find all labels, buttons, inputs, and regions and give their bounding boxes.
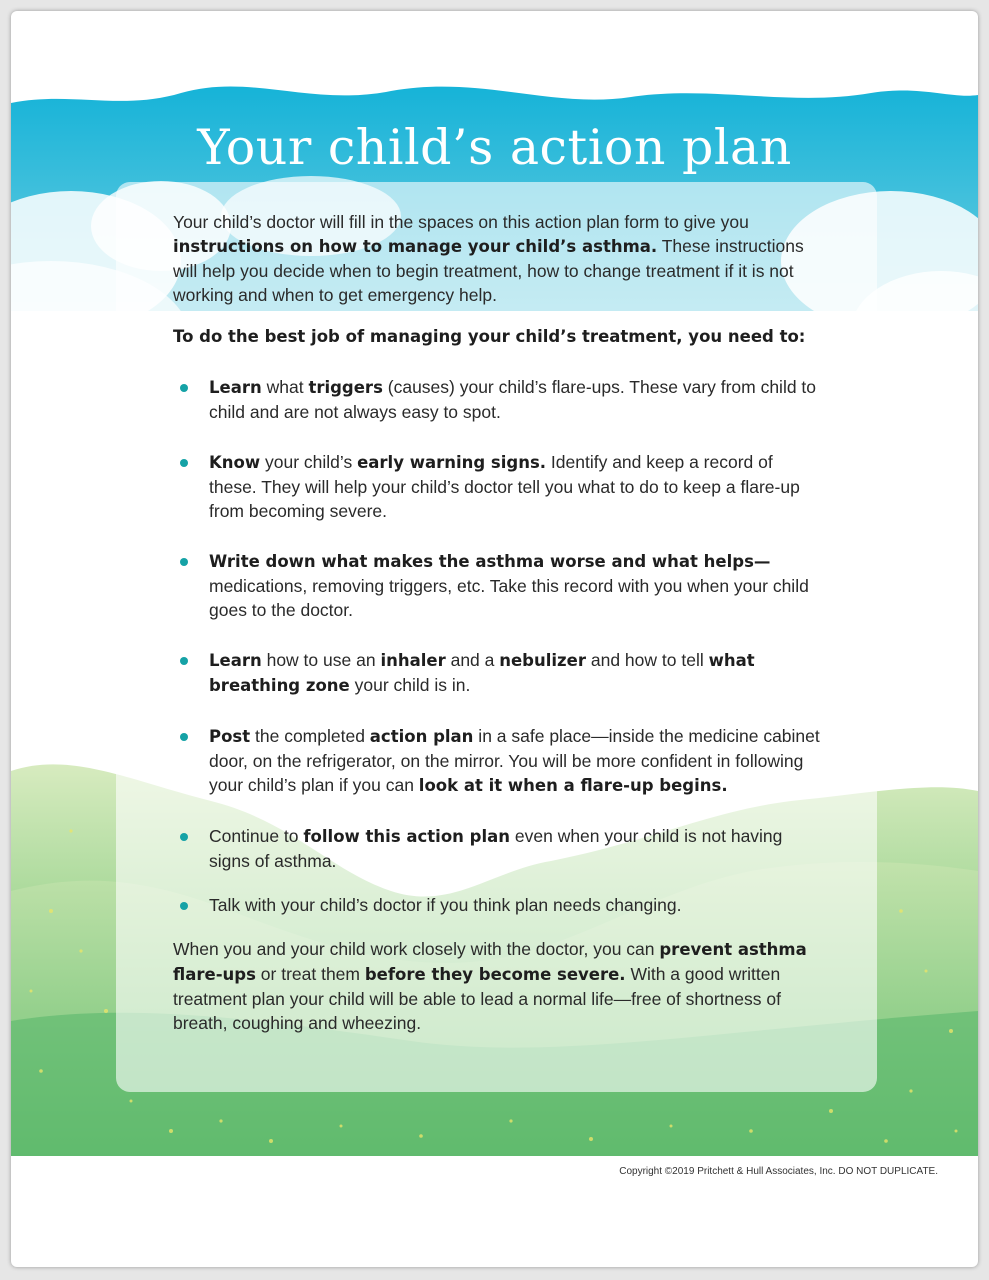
item-text: (causes) your child’s flare-ups. These vary from child to child and are not always easy to spot. [209, 377, 817, 422]
item-text: and how to tell [586, 650, 709, 670]
list-item [173, 824, 823, 873]
closing-bold: prevent asthma flare-ups [173, 940, 807, 984]
list-item [173, 648, 823, 698]
bullet-dot-icon [180, 459, 188, 467]
closing-text: With a good written treatment plan your child will be able to lead a normal life—free of shortness of breath, coughing and wheezing. [173, 964, 781, 1033]
item-bold: what breathing zone [209, 651, 755, 695]
item-text: your child is in. [349, 675, 471, 695]
item-text: how to use an [261, 650, 381, 670]
content-body [173, 210, 823, 1035]
item-bold: triggers [308, 378, 383, 397]
item-bold: Post [209, 727, 251, 746]
bullet-dot-icon [180, 833, 188, 841]
item-text: in a safe place—inside the medicine cabinet door, on the refrigerator, on the mirror. You will be more confident in following your child’s plan if you can [209, 726, 820, 795]
intro-paragraph [173, 210, 823, 307]
lead-heading: To do the best job of managing your child’s treatment, you need to: [173, 327, 806, 346]
item-text: even when your child is not having signs of asthma. [209, 826, 783, 871]
list-item [173, 375, 823, 424]
item-bold: Write down what makes the asthma worse and what helps— [209, 552, 771, 571]
copyright-notice: Copyright ©2019 Pritchett & Hull Associates, Inc. DO NOT DUPLICATE. [619, 1166, 938, 1177]
intro-text-2: These instructions will help you decide when to begin treatment, how to change treatment if it is not working and when to get emergency help. [173, 236, 804, 305]
item-bold: Know [209, 453, 261, 472]
bullet-dot-icon [180, 733, 188, 741]
item-bold: look at it when a flare-up begins. [418, 776, 728, 795]
item-text: the completed [250, 726, 370, 746]
item-text: Identify and keep a record of these. They will help your child’s doctor tell you what to do to keep a flare-up from becoming severe. [209, 452, 800, 521]
item-bold: nebulizer [499, 651, 586, 670]
item-bold: follow this action plan [303, 827, 511, 846]
list-item [173, 724, 823, 798]
item-bold: action plan [369, 727, 474, 746]
item-bold: Learn [209, 378, 262, 397]
closing-text: When you and your child work closely with the doctor, you can [173, 939, 660, 959]
bullet-dot-icon [180, 902, 188, 910]
item-text: medications, removing triggers, etc. Take this record with you when your child goes to the doctor. [209, 576, 809, 620]
bullet-dot-icon [180, 384, 188, 392]
document-page [11, 11, 978, 1267]
bullet-dot-icon [180, 558, 188, 566]
item-text: what [261, 377, 309, 397]
page-title: Your child’s action plan [197, 119, 792, 176]
bullet-dot-icon [180, 657, 188, 665]
list-item [173, 549, 823, 622]
closing-paragraph [173, 937, 823, 1035]
intro-bold-1: instructions on how to manage your child’s asthma. [173, 237, 658, 256]
intro-text-1: Your child’s doctor will fill in the spaces on this action plan form to give you [173, 212, 749, 232]
item-text: and a [445, 650, 500, 670]
closing-text: or treat them [255, 964, 365, 984]
item-text: your child’s [260, 452, 358, 472]
item-text: Continue to [209, 826, 304, 846]
closing-bold: before they become severe. [364, 965, 626, 984]
item-bold: Learn [209, 651, 262, 670]
list-item [173, 450, 823, 523]
list-item [173, 893, 823, 917]
item-bold: early warning signs. [357, 453, 547, 472]
item-text: Talk with your child’s doctor if you think plan needs changing. [209, 895, 682, 915]
item-bold: inhaler [380, 651, 446, 670]
action-list [173, 375, 823, 917]
